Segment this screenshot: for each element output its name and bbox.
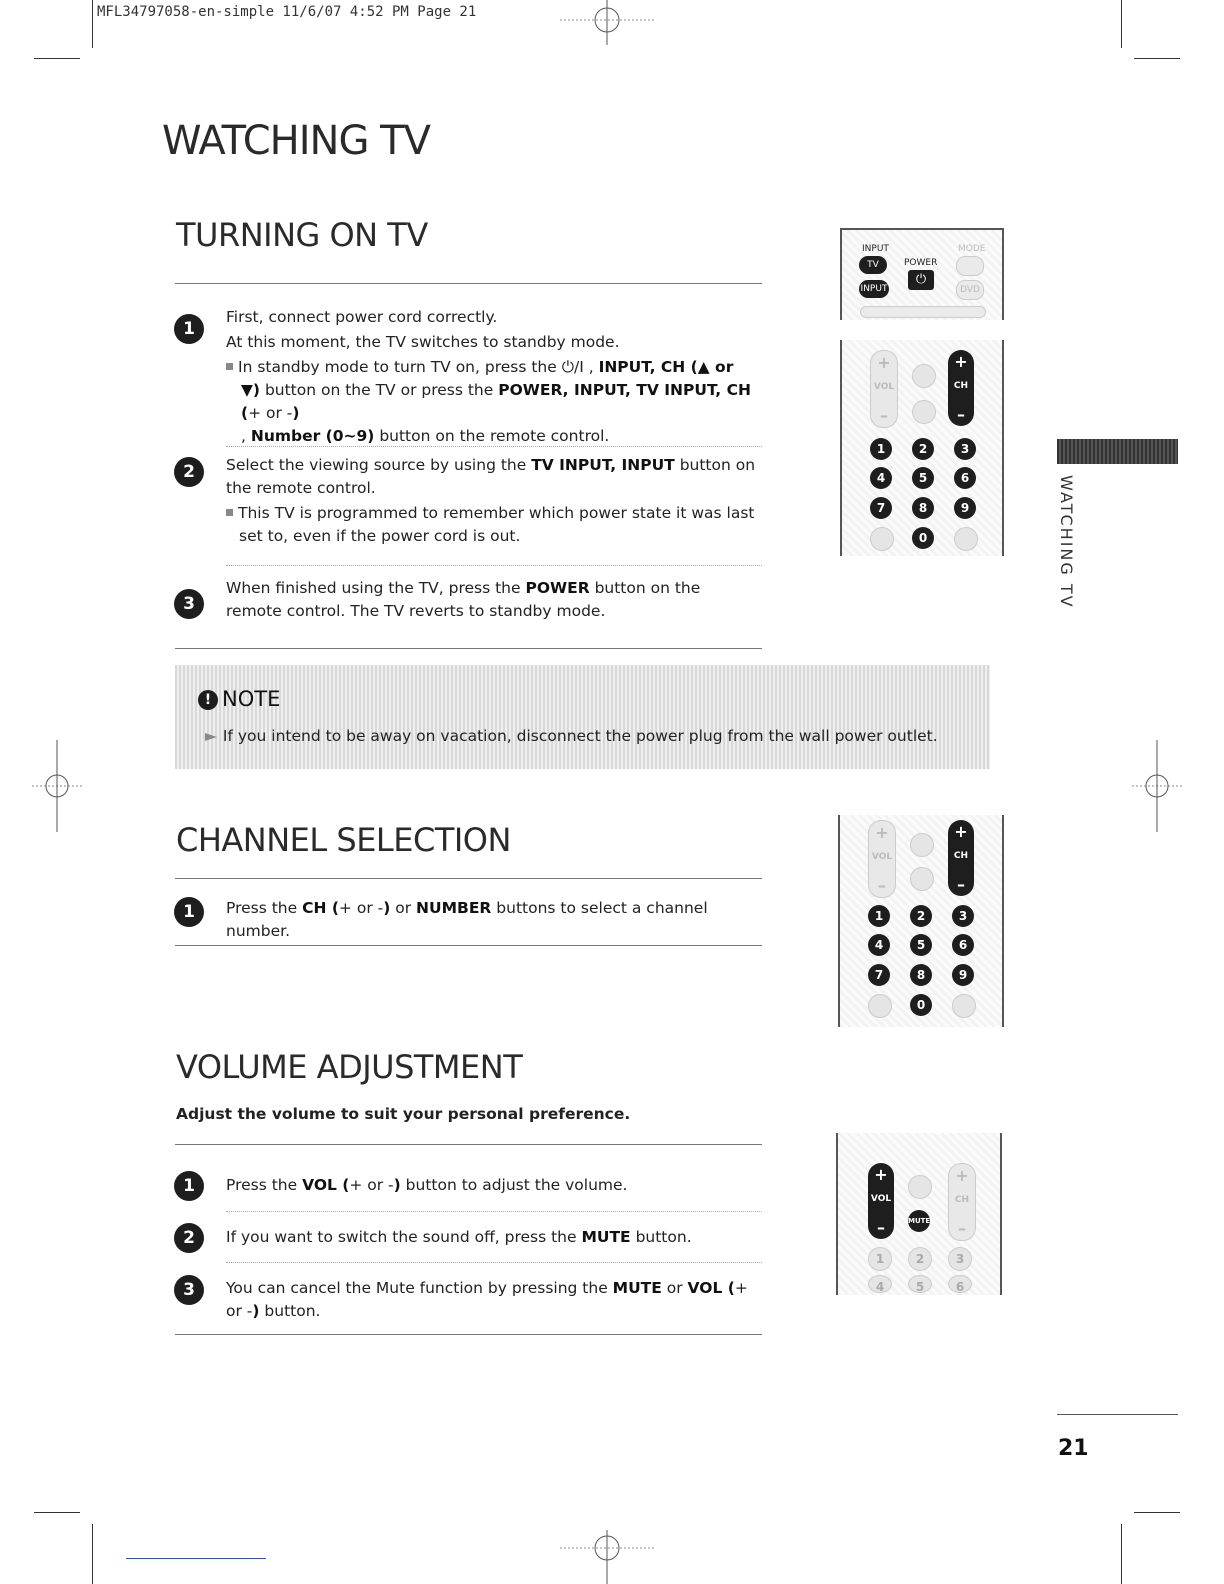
remote-input-label: INPUT <box>862 244 889 254</box>
remote-dash-button[interactable] <box>868 994 892 1018</box>
crop-mark <box>92 0 93 48</box>
remote-key-0[interactable]: 0 <box>912 527 934 549</box>
section-rule <box>175 945 762 946</box>
step-text: When finished using the TV, press the POWER button on the remote control. The TV reverts to standby mode. <box>226 579 701 620</box>
remote-key-3[interactable]: 3 <box>948 1247 972 1271</box>
crop-mark <box>34 58 80 59</box>
remote-key-5[interactable]: 5 <box>912 467 934 489</box>
remote-key-4[interactable]: 4 <box>868 1275 892 1293</box>
step-note: In standby mode to turn TV on, press the ⏻/I , INPUT, CH (▲ or ▼) button on the TV or press the POWER, INPUT, TV INPUT, CH (+ or -) , Number (0~9) button on the remote control. <box>226 356 756 448</box>
remote-input-button[interactable]: INPUT <box>859 280 889 298</box>
page-number: 21 <box>1058 1436 1089 1461</box>
step-text: You can cancel the Mute function by pressing the MUTE or VOL (+ or -) button. <box>226 1279 748 1320</box>
remote-flashbk2-button[interactable] <box>954 527 978 551</box>
step-divider <box>226 1262 762 1263</box>
remote-key-9[interactable]: 9 <box>952 964 974 986</box>
remote-key-7[interactable]: 7 <box>870 497 892 519</box>
remote-key-7[interactable]: 7 <box>868 964 890 986</box>
section-title-channel: CHANNEL SELECTION <box>176 821 511 859</box>
side-tab-bar <box>1057 439 1178 464</box>
remote-flashbk-button[interactable] <box>908 1175 932 1199</box>
arrow-icon: ► <box>205 727 217 745</box>
remote-mute-button[interactable] <box>912 400 936 424</box>
remote-ch-rocker[interactable]: + CH – <box>948 350 974 426</box>
remote-flashbk2-button[interactable] <box>952 994 976 1018</box>
section-title-volume: VOLUME ADJUSTMENT <box>176 1048 523 1086</box>
section-rule <box>175 283 762 284</box>
remote-key-2[interactable]: 2 <box>908 1247 932 1271</box>
remote-flashbk-button[interactable] <box>912 364 936 388</box>
remote-mode-label: MODE <box>958 244 986 254</box>
remote-mute-button[interactable]: MUTE <box>908 1210 930 1232</box>
note-title: ! NOTE <box>198 687 280 711</box>
section-rule <box>175 1334 762 1335</box>
print-header: MFL34797058-en-simple 11/6/07 4:52 PM Page 21 <box>97 4 477 20</box>
remote-vol-rocker[interactable]: + VOL – <box>870 350 898 428</box>
bottom-blue-line <box>126 1558 266 1559</box>
remote-mode-button[interactable] <box>956 256 984 276</box>
remote-key-5[interactable]: 5 <box>910 934 932 956</box>
section-rule <box>175 1144 762 1145</box>
remote-key-6[interactable]: 6 <box>948 1275 972 1293</box>
step-text: Press the VOL (+ or -) button to adjust the volume. <box>226 1176 628 1194</box>
step-divider <box>226 565 762 566</box>
remote-vol-rocker[interactable]: + VOL – <box>868 1163 894 1239</box>
remote-key-4[interactable]: 4 <box>870 467 892 489</box>
remote-key-6[interactable]: 6 <box>952 934 974 956</box>
registration-mark-bottom <box>560 1530 655 1584</box>
bullet-icon <box>226 509 233 516</box>
step-text: Press the CH (+ or -) or NUMBER buttons to select a channel number. <box>226 899 708 940</box>
page-number-rule <box>1057 1414 1178 1415</box>
remote-illustration-channel <box>838 815 1004 1027</box>
remote-key-8[interactable]: 8 <box>910 964 932 986</box>
remote-key-0[interactable]: 0 <box>910 994 932 1016</box>
remote-key-2[interactable]: 2 <box>910 905 932 927</box>
crop-mark <box>1121 0 1122 48</box>
remote-key-1[interactable]: 1 <box>870 438 892 460</box>
power-icon: ⏻/I <box>561 358 584 376</box>
remote-key-3[interactable]: 3 <box>952 905 974 927</box>
remote-flashbk-button[interactable] <box>910 833 934 857</box>
remote-illustration-volume <box>836 1133 1002 1295</box>
remote-key-8[interactable]: 8 <box>912 497 934 519</box>
step-number: 1 <box>174 897 204 927</box>
crop-mark <box>92 1524 93 1584</box>
crop-mark <box>1134 1512 1180 1513</box>
step-line: Select the viewing source by using the TV INPUT, INPUT button on the remote control. <box>226 456 756 497</box>
step-line: At this moment, the TV switches to standby mode. <box>226 333 620 351</box>
section-rule <box>175 648 762 649</box>
step-note: This TV is programmed to remember which power state it was last set to, even if the power cord is out. <box>226 502 756 548</box>
registration-mark-left <box>32 740 82 832</box>
registration-mark-right <box>1132 740 1182 832</box>
section-intro: Adjust the volume to suit your personal preference. <box>176 1105 631 1123</box>
crop-mark <box>1121 1524 1122 1584</box>
remote-dvd-button[interactable]: DVD <box>956 280 984 300</box>
section-title-turning-on: TURNING ON TV <box>176 216 428 254</box>
side-tab-label: WATCHING TV <box>1057 475 1076 609</box>
step-number: 1 <box>174 314 204 344</box>
step-number: 2 <box>174 457 204 487</box>
remote-vol-rocker[interactable]: + VOL – <box>868 820 896 898</box>
remote-key-3[interactable]: 3 <box>954 438 976 460</box>
remote-ch-rocker[interactable]: + CH – <box>948 820 974 896</box>
remote-power-button[interactable]: ⏻ <box>908 270 934 290</box>
remote-key-2[interactable]: 2 <box>912 438 934 460</box>
remote-key-1[interactable]: 1 <box>868 1247 892 1271</box>
remote-power-label: POWER <box>904 258 938 268</box>
step-number: 3 <box>174 589 204 619</box>
remote-dash-button[interactable] <box>870 527 894 551</box>
remote-illustration-keypad <box>840 340 1004 556</box>
registration-mark-top <box>560 0 655 45</box>
remote-tv-button[interactable]: TV <box>859 256 887 274</box>
bullet-icon <box>226 363 233 370</box>
remote-illustration-power <box>840 228 1004 320</box>
remote-mute-button[interactable] <box>910 867 934 891</box>
step-number: 2 <box>174 1223 204 1253</box>
note-box <box>175 665 990 769</box>
remote-key-6[interactable]: 6 <box>954 467 976 489</box>
remote-ch-rocker[interactable]: + CH – <box>948 1163 976 1241</box>
exclamation-icon: ! <box>198 690 218 710</box>
step-line: First, connect power cord correctly. <box>226 308 498 326</box>
remote-row-buttons <box>860 306 986 318</box>
crop-mark <box>34 1512 80 1513</box>
remote-key-9[interactable]: 9 <box>954 497 976 519</box>
crop-mark <box>1134 58 1180 59</box>
step-text <box>226 306 756 448</box>
step-number: 1 <box>174 1171 204 1201</box>
remote-key-5[interactable]: 5 <box>908 1275 932 1293</box>
note-text: ► If you intend to be away on vacation, disconnect the power plug from the wall power outlet. <box>205 727 938 745</box>
step-divider <box>226 1211 762 1212</box>
section-rule <box>175 878 762 879</box>
remote-key-4[interactable]: 4 <box>868 934 890 956</box>
step-number: 3 <box>174 1275 204 1305</box>
page-title: WATCHING TV <box>162 118 430 164</box>
step-text <box>226 454 756 548</box>
step-divider <box>226 446 762 447</box>
remote-key-1[interactable]: 1 <box>868 905 890 927</box>
step-text: If you want to switch the sound off, press the MUTE button. <box>226 1228 692 1246</box>
